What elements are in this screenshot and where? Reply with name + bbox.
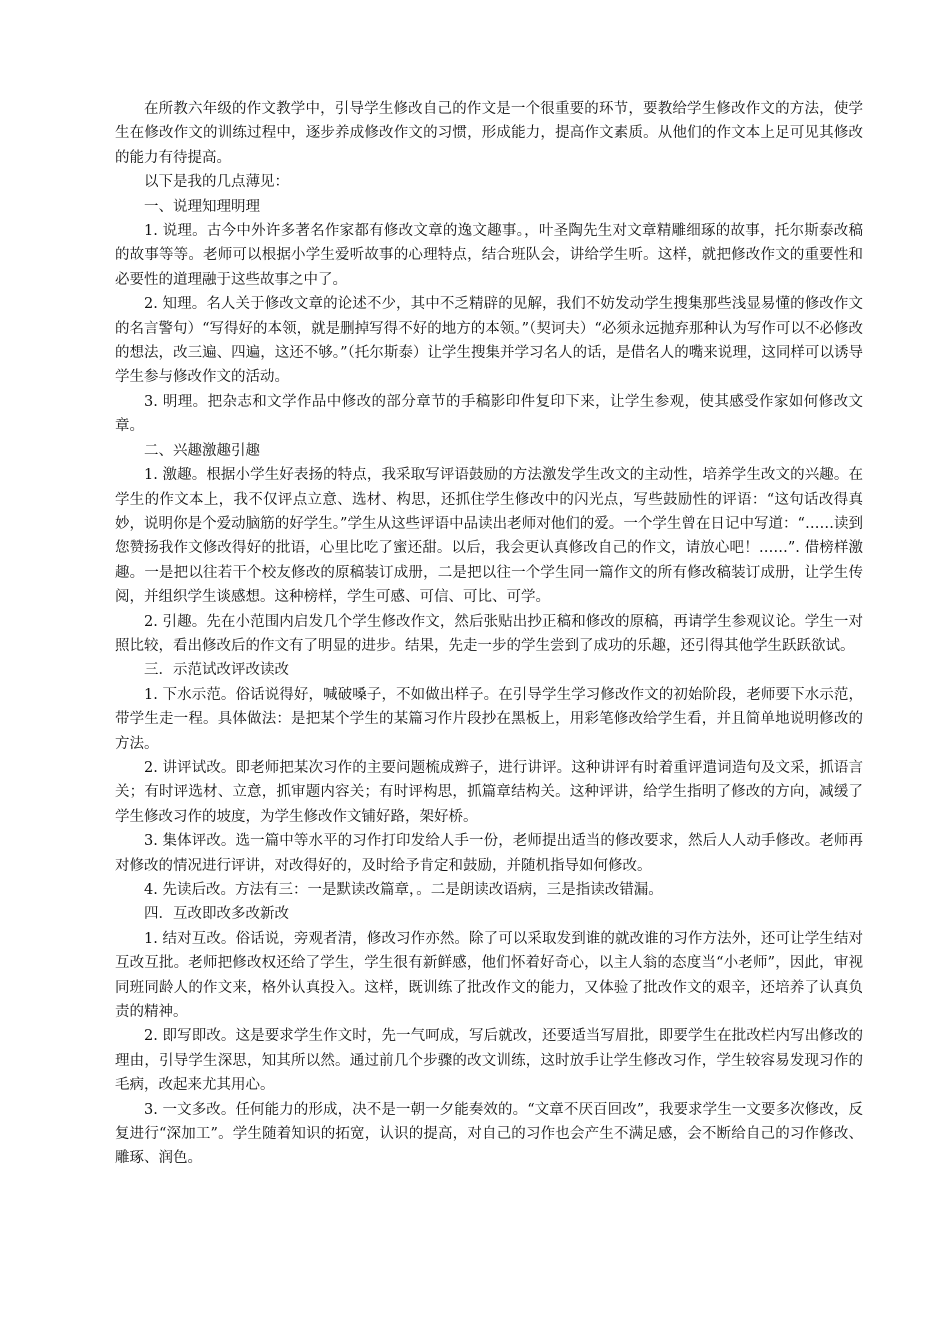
body-paragraph: 1. 说理。古今中外许多著名作家都有修改文章的逸文趣事。，叶圣陶先生对文章精雕细琢的故事，托尔斯泰改稿的故事等等。老师可以根据小学生爱听故事的心理特点，结合班队会，讲给学生听。这样，就把修改作文的重要性和必要性的道理融于这些故事之中了。 — [115, 223, 863, 288]
body-paragraph: 2. 讲评试改。即老师把某次习作的主要问题梳成辫子，进行讲评。这种讲评有时着重评遣词造句及文采，抓语言关；有时评选材、立意，抓审题内容关；有时评构思，抓篇章结构关。这种评讲，给学生指明了修改的方向，减缓了学生修改习作的坡度，为学生修改作文铺好路，架好桥。 — [115, 759, 863, 825]
section-heading-2: 二、兴趣激趣引趣 — [144, 442, 260, 459]
intro-paragraph: 在所教六年级的作文教学中，引导学生修改自己的作文是一个很重要的环节，要教给学生修改作文的方法，使学生在修改作文的训练过程中，逐步养成修改作文的习惯，形成能力，提高作文素质。从他们的作文本上足可见其修改的能力有待提高。 — [115, 101, 863, 166]
body-paragraph: 2. 即写即改。这是要求学生作文时，先一气呵成，写后就改，还要适当写眉批，即要学生在批改栏内写出修改的理由，引导学生深思，知其所以然。通过前几个步骤的改文训练，这时放手让学生修改习作，学生较容易发现习作的毛病，改起来尤其用心。 — [115, 1028, 863, 1094]
document-page — [115, 97, 863, 1171]
body-paragraph: 1. 下水示范。俗话说得好，喊破嗓子，不如做出样子。在引导学生学习修改作文的初始阶段，老师要下水示范，带学生走一程。具体做法：是把某个学生的某篇习作片段抄在黑板上，用彩笔修改给学生看，并且简单地说明修改的方法。 — [115, 686, 863, 752]
body-paragraph: 3. 明理。把杂志和文学作品中修改的部分章节的手稿影印件复印下来，让学生参观，使其感受作家如何修改文章。 — [115, 393, 863, 435]
body-paragraph: 3. 一文多改。任何能力的形成，决不是一朝一夕能奏效的。“文章不厌百回改”，我要求学生一文要多次修改，反复进行“深加工”。学生随着知识的拓宽，认识的提高，对自己的习作也会产生不满足感，会不断给自己的习作修改、雕琢、润色。 — [115, 1101, 863, 1167]
body-paragraph: 2. 知理。名人关于修改文章的论述不少，其中不乏精辟的见解，我们不妨发动学生搜集那些浅显易懂的修改作文的名言警句）“写得好的本领，就是删掉写得不好的地方的本领。”（契诃夫）“必须永远抛弃那种认为写作可以不必修改的想法，改三遍、四遍，这还不够。”（托尔斯泰）让学生搜集并学习名人的话，是借名人的嘴来说理，这同样可以诱导学生参与修改作文的活动。 — [115, 296, 863, 386]
body-paragraph: 1. 结对互改。俗话说，旁观者清，修改习作亦然。除了可以采取发到谁的就改谁的习作方法外，还可让学生结对互改互批。老师把修改权还给了学生，学生很有新鲜感，他们怀着好奇心，以主人翁的态度当“小老师”，因此，审视同班同龄人的作文来，格外认真投入。这样，既训练了批改作文的能力，又体验了批改作文的艰辛，还培养了认真负责的精神。 — [115, 930, 863, 1021]
intro-lead-paragraph: 以下是我的几点薄见： — [144, 174, 289, 191]
section-heading-3: 三．示范试改评改读改 — [144, 662, 289, 679]
body-paragraph: 2. 引趣。先在小范围内启发几个学生修改作文，然后张贴出抄正稿和修改的原稿，再请学生参观议论。学生一对照比较，看出修改后的作文有了明显的进步。结果，先走一步的学生尝到了成功的乐趣，还引得其他学生跃跃欲试。 — [115, 613, 863, 654]
body-paragraph: 4. 先读后改。方法有三：一是默读改篇章，。二是朗读改语病，三是指读改错漏。 — [144, 882, 663, 898]
section-heading-1: 一、说理知理明理 — [144, 198, 260, 215]
section-heading-4: 四．互改即改多改新改 — [144, 906, 289, 923]
body-paragraph: 3. 集体评改。选一篇中等水平的习作打印发给人手一份，老师提出适当的修改要求，然后人人动手修改。老师再对修改的情况进行评讲，对改得好的，及时给予肯定和鼓励，并随机指导如何修改。 — [115, 833, 863, 874]
body-paragraph: 1. 激趣。根据小学生好表扬的特点，我采取写评语鼓励的方法激发学生改文的主动性，培养学生改文的兴趣。在学生的作文本上，我不仅评点立意、选材、构思，还抓住学生修改中的闪光点，写些鼓励性的评语：“这句话改得真妙，说明你是个爱动脑筋的好学生。”学生从这些评语中品读出老师对他们的爱。一个学生曾在日记中写道：“……读到您赞扬我作文修改得好的批语，心里比吃了蜜还甜。以后，我会更认真修改自己的作文，请放心吧！……”. 借榜样激趣。一是把以往若干个校友修改的原稿装订成册，二是把以往一个学生同一篇作文的所有修改稿装订成册，让学生传阅，并组织学生谈感想。这种榜样，学生可感、可信、可比、可学。 — [115, 467, 863, 606]
